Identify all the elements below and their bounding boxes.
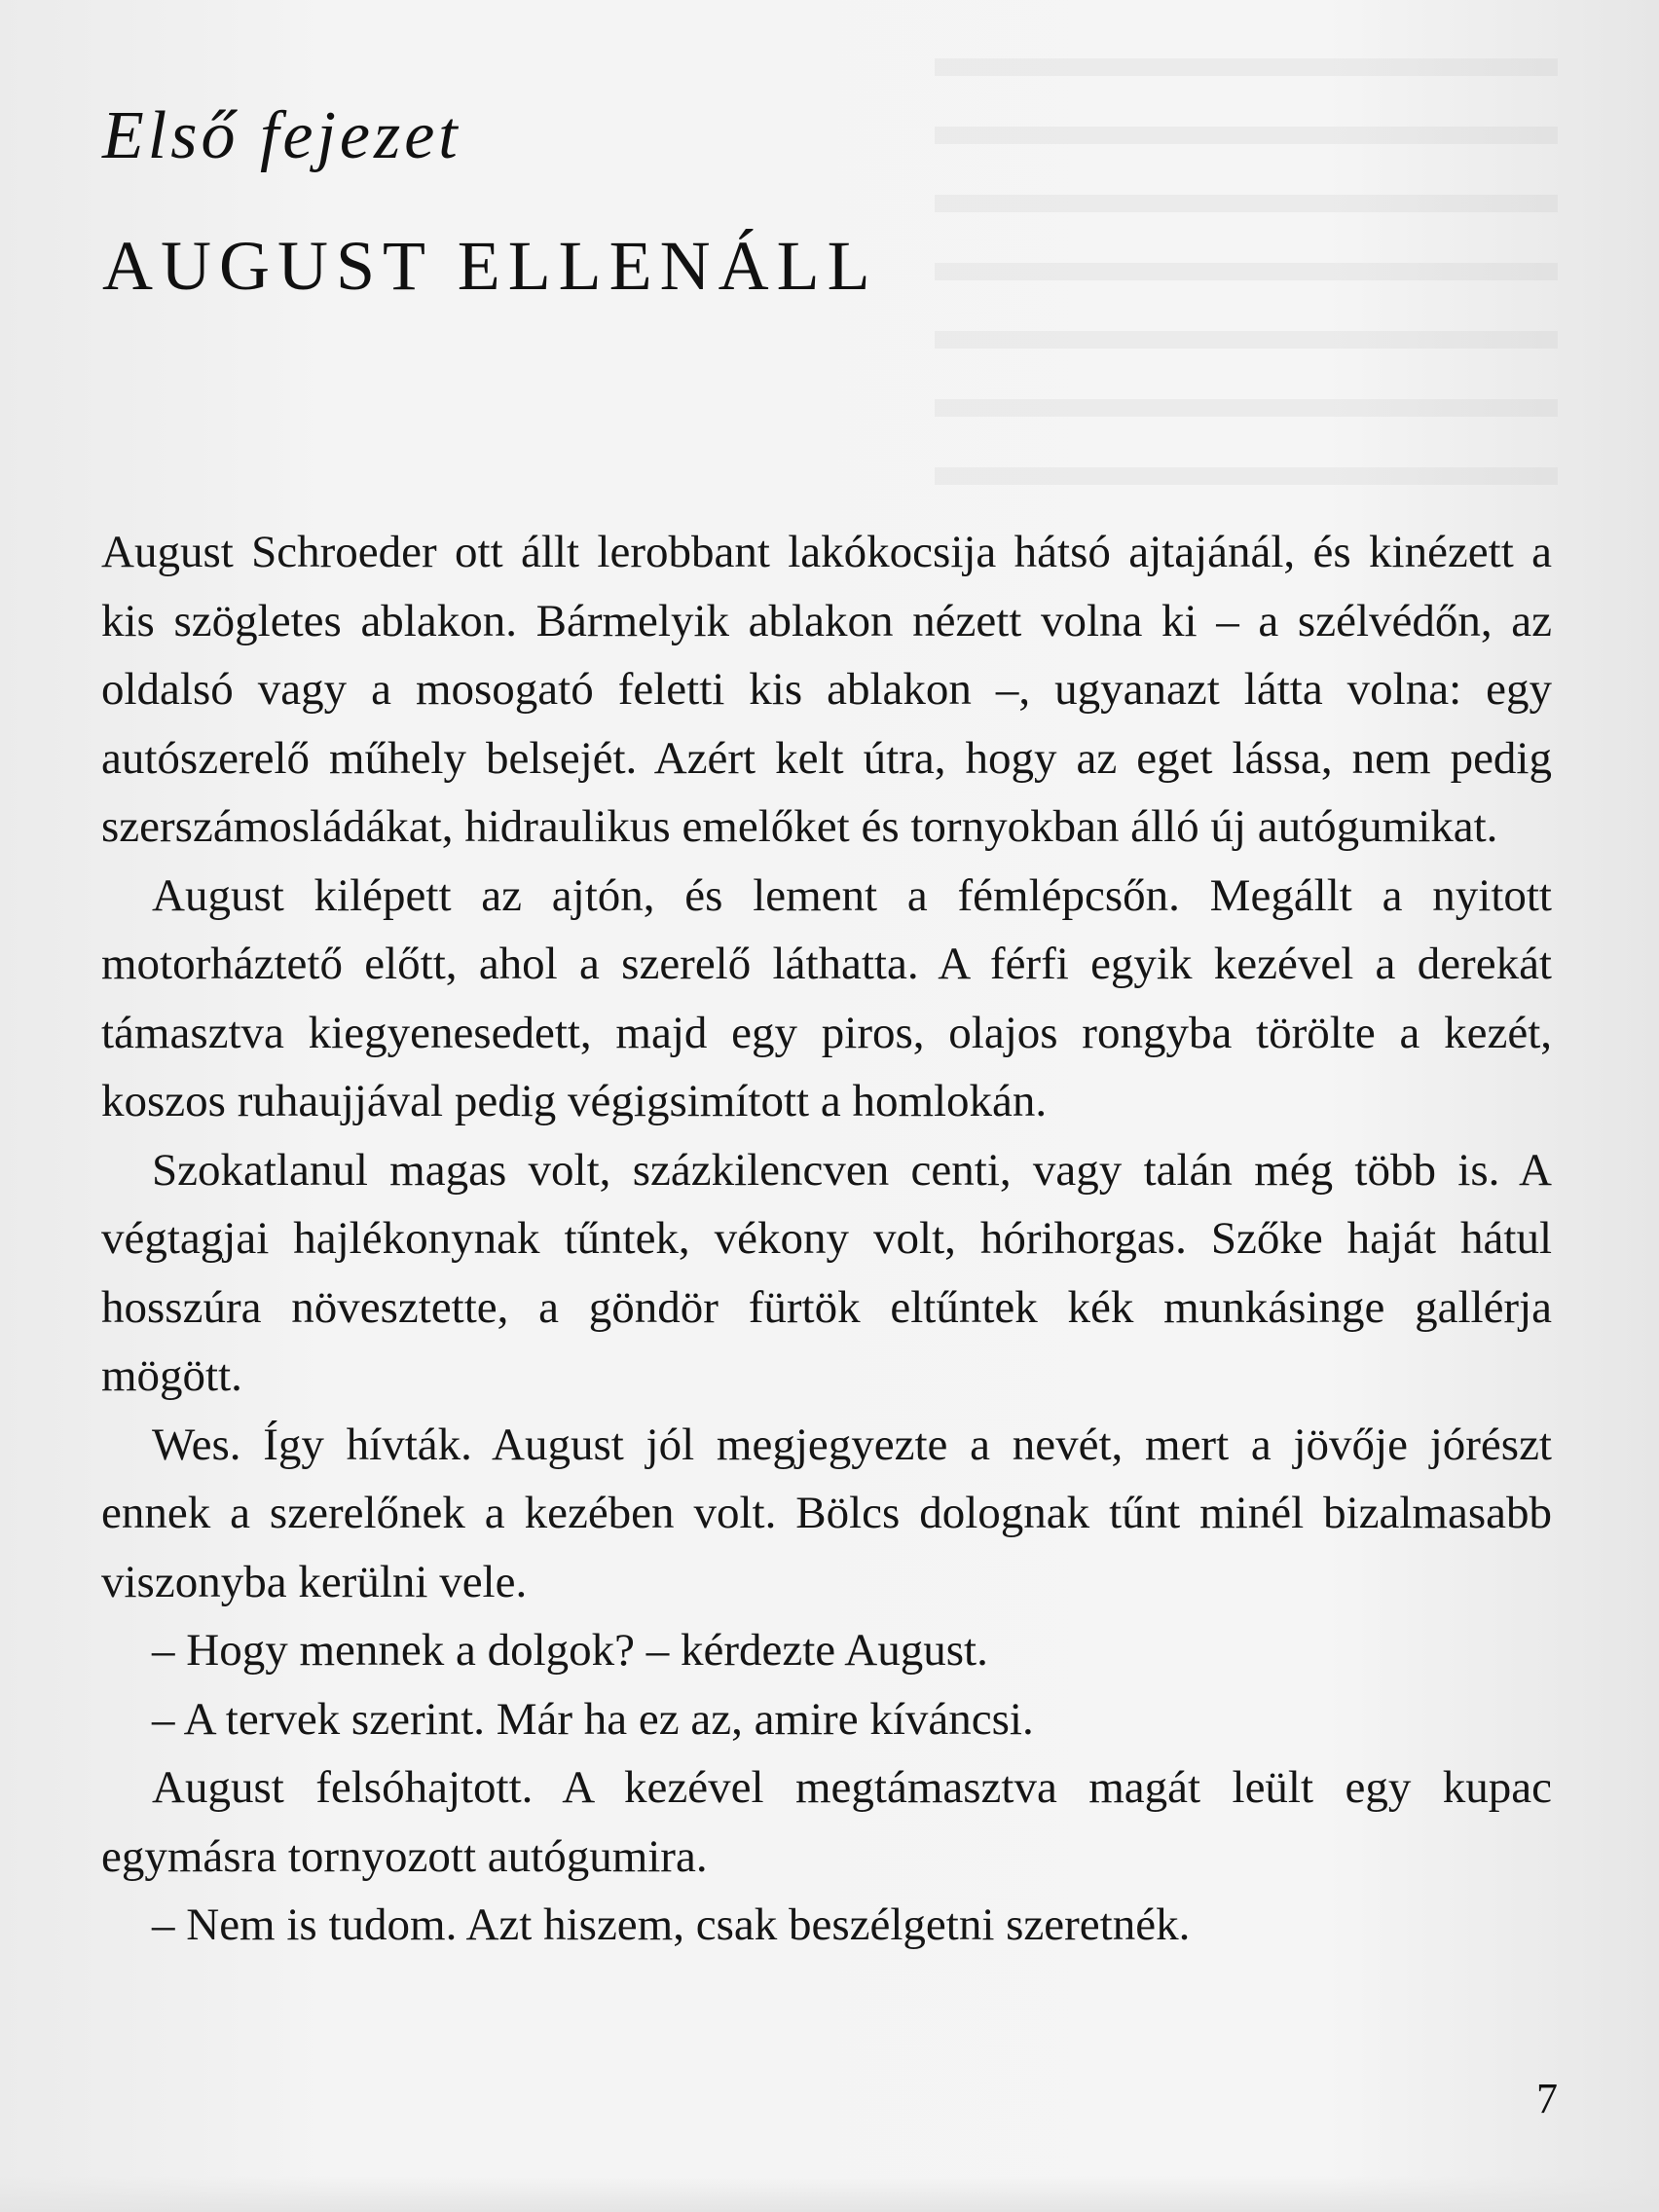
bottom-edge-shadow: [0, 2176, 1659, 2212]
paragraph: August Schroeder ott állt lerobbant lakókocsija hátsó ajtajánál, és kinézett a kis szögletes ablakon. Bármelyik ablakon nézett volna ki – a szélvédőn, az oldalsó vagy a mosogató feletti kis ablakon –, ugyanazt látta volna: egy autószerelő műhely belsejét. Azért kelt útra, hogy az eget lássa, nem pedig szerszámosládákat, hidraulikus emelőket és tornyokban álló új autógumikat.: [101, 527, 1552, 852]
page-number: 7: [1536, 2075, 1558, 2122]
chapter-label: Első fejezet: [102, 98, 461, 173]
dialogue-line: – Nem is tudom. Azt hiszem, csak beszélgetni szeretnék.: [152, 1899, 1191, 1950]
paragraph: Wes. Így hívták. August jól megjegyezte a nevét, mert a jövője jórészt ennek a szerelőnek a kezében volt. Bölcs dolognak tűnt minél bizalmasabb viszonyba kerülni vele.: [101, 1419, 1552, 1607]
dialogue-line: – A tervek szerint. Már ha ez az, amire kíváncsi.: [152, 1693, 1034, 1745]
paragraph: August felsóhajtott. A kezével megtámasztva magát leült egy kupac egymásra tornyozott autógumira.: [101, 1762, 1552, 1882]
chapter-title: AUGUST ELLENÁLL: [102, 227, 878, 305]
bleed-through-shadow: [935, 19, 1558, 526]
body-text: [101, 518, 1552, 1960]
dialogue-line: – Hogy mennek a dolgok? – kérdezte August.: [152, 1625, 988, 1676]
paragraph: Szokatlanul magas volt, százkilencven centi, vagy talán még több is. A végtagjai hajlékonynak tűntek, vékony volt, hórihorgas. Szőke haját hátul hosszúra növesztette, a göndör fürtök eltűntek kék munkásinge gallérja mögött.: [101, 1144, 1552, 1401]
paragraph: August kilépett az ajtón, és lement a fémlépcsőn. Megállt a nyitott motorháztető előtt, ahol a szerelő láthatta. A férfi egyik kezével a derekát támasztva kiegyenesedett, majd egy piros, olajos rongyba törölte a kezét, koszos ruhaujjával pedig végigsimított a homlokán.: [101, 869, 1552, 1126]
